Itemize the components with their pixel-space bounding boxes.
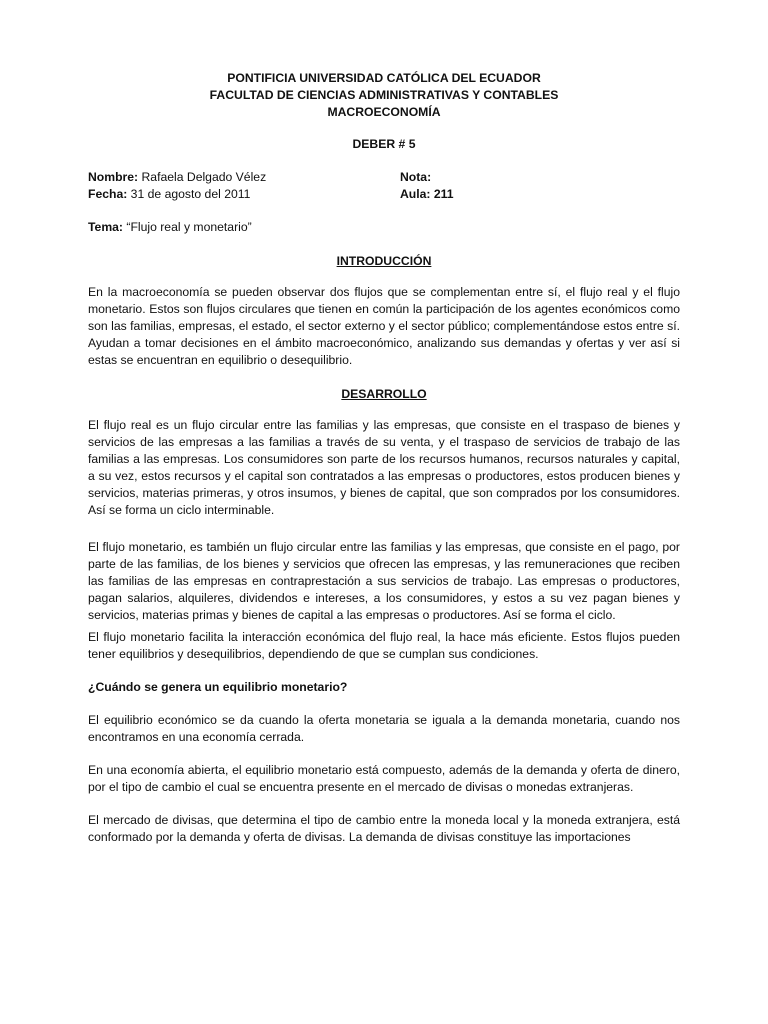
document-header: [88, 70, 680, 121]
student-info: [88, 169, 680, 203]
assignment-number: DEBER # 5: [352, 137, 416, 151]
grade-row: [400, 169, 680, 186]
fecha-value: 31 de agosto del 2011: [127, 187, 251, 201]
nota-label: Nota:: [400, 170, 432, 184]
date-row: [88, 186, 400, 203]
topic-line: [88, 219, 680, 236]
university-name: PONTIFICIA UNIVERSIDAD CATÓLICA DEL ECUADOR: [227, 71, 541, 85]
real-flow-paragraph: El flujo real es un flujo circular entre las familias y las empresas, que consiste en el traspaso de bienes y servicios de las empresas a las familias a través de su venta, y el traspaso de servicios de trabajo de las familias a las empresas. Los consumidores son parte de los recursos humanos, recursos naturales y capital, a su vez, estos recursos y el capital son contratados a las empresas o productores, estos producen bienes y servicios, materias primeras, y otros insumos, y bienes de capital, que son comprados por los consumidores. Así se forma un ciclo interminable.: [88, 418, 680, 517]
development-heading: DESARROLLO: [341, 387, 427, 401]
closed-economy-paragraph: El equilibrio económico se da cuando la oferta monetaria se iguala a la demanda monetaria, cuando nos encontramos en una economía cerrada.: [88, 713, 680, 744]
tema-label: Tema:: [88, 220, 123, 234]
monetary-flow-paragraph: El flujo monetario, es también un flujo circular entre las familias y las empresas, que consiste en el pago, por parte de las familias, de los bienes y servicios que ofrecen las empresas, y las remuneraciones que reciben las familias de las empresas en contraprestación a sus servicios de trabajo. Las empresas o productores, pagan salarios, alquileres, dividendos e intereses, a los consumidores, y estos a su vez pagan bienes y servicios, materias primas y bienes de capital a las empresas o productores. Así se forma el ciclo.: [88, 540, 680, 622]
currency-market-paragraph: El mercado de divisas, que determina el tipo de cambio entre la moneda local y la moneda extranjera, está conformado por la demanda y oferta de divisas. La demanda de divisas constituye las importaciones: [88, 813, 680, 844]
student-name-row: [88, 169, 400, 186]
introduction-paragraph: En la macroeconomía se pueden observar dos flujos que se complementan entre sí, el flujo real y el flujo monetario. Estos son flujos circulares que tienen en común la participación de los agentes económicos como son las familias, empresas, el estado, el sector externo y el sector público; complementándose estos entre sí. Ayudan a tomar decisiones en el ámbito macroeconómico, analizando sus demandas y ofertas y ver así si estas se encuentran en equilibrio o desequilibrio.: [88, 285, 680, 367]
nombre-label: Nombre:: [88, 170, 139, 184]
classroom-row: [400, 186, 680, 203]
course-name: MACROECONOMÍA: [327, 105, 441, 119]
open-economy-paragraph: En una economía abierta, el equilibrio monetario está compuesto, además de la demanda y oferta de dinero, por el tipo de cambio el cual se encuentra presente en el mercado de divisas o monedas extranjeras.: [88, 763, 680, 794]
nombre-value: Rafaela Delgado Vélez: [138, 170, 267, 184]
faculty-name: FACULTAD DE CIENCIAS ADMINISTRATIVAS Y CONTABLES: [209, 88, 559, 102]
monetary-equilibrium-question: ¿Cuándo se genera un equilibrio monetario?: [88, 680, 348, 694]
introduction-heading: INTRODUCCIÓN: [336, 254, 432, 268]
tema-value: “Flujo real y monetario”: [123, 220, 252, 234]
monetary-flow-efficiency-paragraph: El flujo monetario facilita la interacción económica del flujo real, la hace más eficiente. Estos flujos pueden tener equilibrios y desequilibrios, dependiendo de que se cumplan sus condiciones.: [88, 630, 680, 661]
fecha-label: Fecha:: [88, 187, 128, 201]
aula-value: 211: [430, 187, 454, 201]
aula-label: Aula:: [400, 187, 431, 201]
